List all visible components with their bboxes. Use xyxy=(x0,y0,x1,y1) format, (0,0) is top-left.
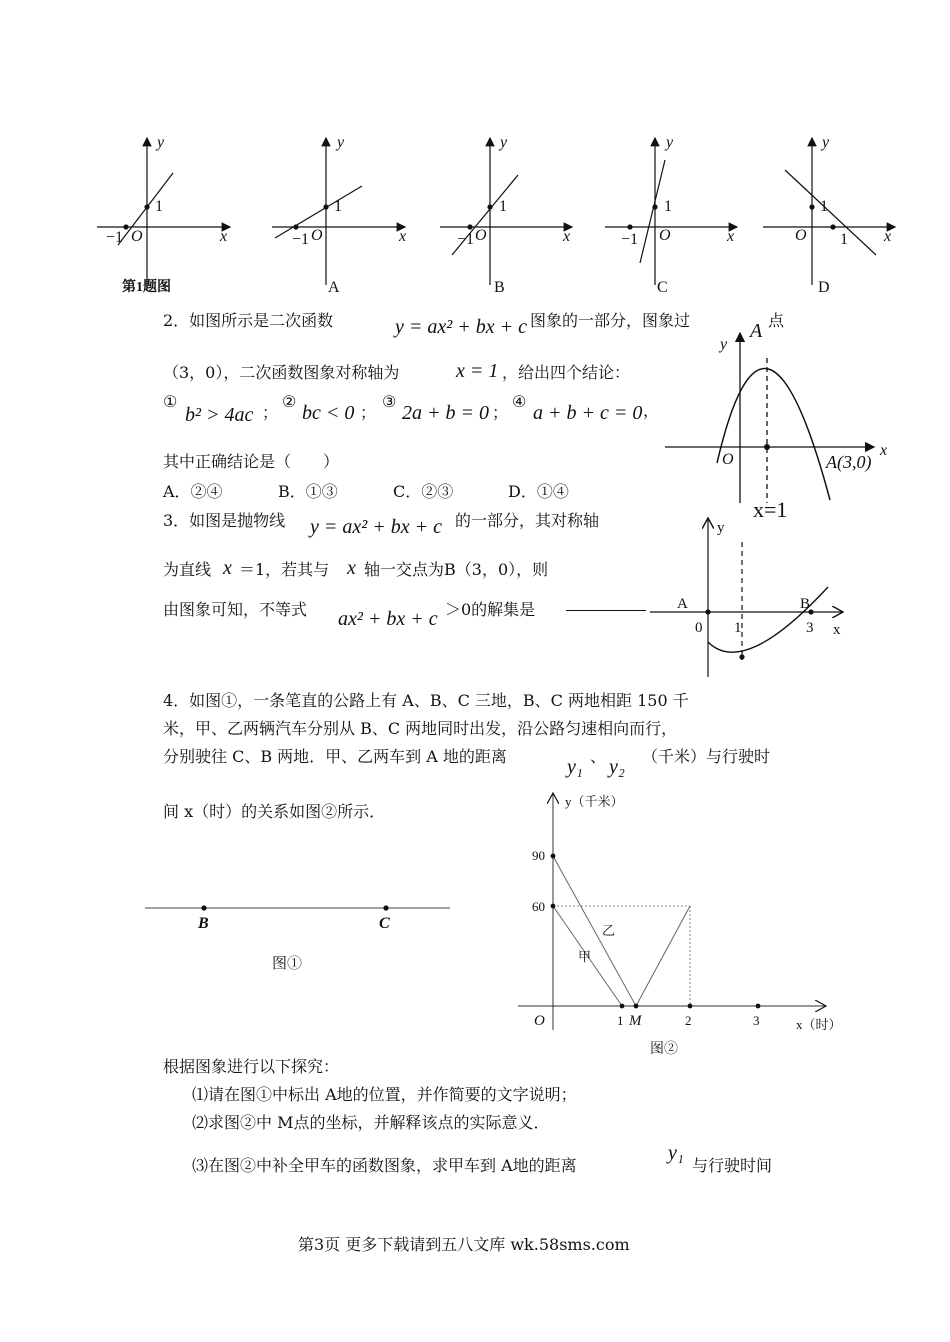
q4-sub-3-a: ⑶在图②中补全甲车的函数图象，求甲车到 A地的距离 xyxy=(192,1156,577,1175)
q3-graph-a: A xyxy=(677,596,688,612)
q3-line2-a: 为直线 xyxy=(163,560,212,579)
q2-axis-eq: x = 1 xyxy=(456,360,499,382)
label-b: B xyxy=(198,915,209,932)
point-c xyxy=(383,905,388,910)
a-x-label: x xyxy=(399,228,407,245)
q3-graph-zero: 0 xyxy=(695,620,703,636)
fig2-label-m: M xyxy=(629,1013,642,1029)
fig1-road-caption: 图① xyxy=(272,956,303,972)
q3-inequality: ax² + bx + c xyxy=(338,608,438,630)
q2-conclusion-3: 2a + b = 0 xyxy=(402,402,489,424)
fig2-xlabel: x（时） xyxy=(796,1017,842,1032)
fig2-ylabel: y（千米） xyxy=(565,794,624,809)
q4-sub-3-b: 与行驶时间 xyxy=(692,1156,773,1175)
q2-graph-origin: O xyxy=(722,451,734,468)
d-one-label: 1 xyxy=(820,198,828,215)
q3-line3-b: ＞0的解集是 xyxy=(445,600,536,619)
pt-90 xyxy=(551,854,556,859)
q2-graph-y: y xyxy=(720,336,728,353)
q3-point-a xyxy=(705,609,710,614)
fig2-tick-1: 1 xyxy=(617,1013,624,1028)
fig1-x-label: x xyxy=(220,228,228,245)
a-one-label: 1 xyxy=(334,198,342,215)
q3-line3-a: 由图象可知，不等式 xyxy=(163,600,308,619)
b-neg-one-label: −1 xyxy=(457,231,475,248)
fig2-tick-2: 2 xyxy=(685,1013,692,1028)
fig2-label-yi: 乙 xyxy=(602,923,616,938)
q4-y2: y₂ xyxy=(609,756,625,778)
q2-line1-a: 2．如图所示是二次函数 xyxy=(163,311,334,330)
fig1-graph-d xyxy=(763,138,895,285)
q4-dun: 、 xyxy=(590,747,607,766)
option-c-label: C xyxy=(657,279,668,296)
q3-x-2: x xyxy=(347,557,356,579)
b-y-label: y xyxy=(500,134,508,151)
q2-graph-x: x xyxy=(880,442,888,459)
a-y-label: y xyxy=(337,134,345,151)
q3-answer-blank[interactable] xyxy=(566,610,646,611)
fig1-y-label: y xyxy=(157,134,165,151)
a-origin: O xyxy=(311,227,323,244)
q2-line1-c: 点 xyxy=(768,311,785,330)
q3-line1-a: 3．如图是抛物线 xyxy=(163,511,286,530)
d-one-x-label: 1 xyxy=(840,231,848,248)
q4-fig2 xyxy=(510,785,870,1060)
q2-c1-num: ① xyxy=(163,392,178,411)
q2-graph xyxy=(660,325,900,520)
option-d-label: D xyxy=(818,279,830,296)
page-footer: 第3页 更多下载请到五八文库 wk.58sms.com xyxy=(298,1235,630,1254)
q4-line3-b: （千米）与行驶时 xyxy=(642,747,771,766)
label-c: C xyxy=(379,915,390,932)
q4-explore: 根据图象进行以下探究： xyxy=(163,1057,340,1076)
fig2-caption: 图② xyxy=(650,1042,678,1057)
q4-y1: y₁ xyxy=(567,756,583,778)
q3-x-1: x xyxy=(223,557,232,579)
q2-conclusion-1: b² > 4ac xyxy=(185,404,254,426)
c-origin: O xyxy=(659,227,671,244)
q2-sep-3: ； xyxy=(492,403,509,422)
q4-sub-2: ⑵求图②中 M点的坐标，并解释该点的实际意义． xyxy=(192,1113,550,1132)
q2-sep-4: ， xyxy=(643,401,660,420)
q3-line2-b: ＝1，若其与 xyxy=(239,560,330,579)
q3-graph-b: B xyxy=(800,596,811,612)
q2-graph-axis-label: x=1 xyxy=(753,497,788,520)
q2-formula: y = ax² + bx + c xyxy=(395,316,527,338)
option-a-label: A xyxy=(328,279,340,296)
pt-m xyxy=(634,1004,639,1009)
fig1-neg-one-label: −1 xyxy=(106,229,124,246)
q3-line1-b: 的一部分，其对称轴 xyxy=(455,511,600,530)
fig2-tick-90: 90 xyxy=(532,848,545,863)
b-one-label: 1 xyxy=(499,198,507,215)
pt-x1 xyxy=(620,1004,625,1009)
q4-line3-a: 分别驶往 C、B 两地．甲、乙两车到 A 地的距离 xyxy=(163,747,507,766)
fig2-tick-3: 3 xyxy=(753,1013,760,1028)
q2-c4-num: ④ xyxy=(512,392,527,411)
b-x-label: x xyxy=(563,228,571,245)
fig2-origin: O xyxy=(534,1013,545,1029)
c-one-label: 1 xyxy=(664,198,672,215)
q4-fig1 xyxy=(140,890,460,980)
q2-conclusion-2: bc < 0 xyxy=(302,402,355,424)
q3-line2-c: 轴一交点为B（3，0），则 xyxy=(364,560,549,579)
fig1-origin: O xyxy=(131,228,143,245)
q2-line2-b: ，给出四个结论： xyxy=(502,363,631,382)
q2-option-a: A．②④ xyxy=(163,482,223,501)
c-y-label: y xyxy=(666,134,674,151)
fig1-graph-main xyxy=(97,138,230,285)
pt-60 xyxy=(551,904,556,909)
q2-graph-point: A(3,0) xyxy=(826,452,872,472)
fig1-graphs xyxy=(0,120,950,305)
d-y-label: y xyxy=(822,134,830,151)
q2-line1-b: 图象的一部分，图象过 xyxy=(530,311,691,330)
point-b xyxy=(201,905,206,910)
fig1-one-label: 1 xyxy=(155,198,163,215)
q3-graph-three: 3 xyxy=(806,620,814,636)
pt-x3 xyxy=(756,1004,761,1009)
c-x-label: x xyxy=(727,228,735,245)
fig2-label-jia: 甲 xyxy=(578,949,592,964)
q4-sub-1: ⑴请在图①中标出 A地的位置，并作简要的文字说明； xyxy=(192,1085,577,1104)
q2-c2-num: ② xyxy=(282,392,297,411)
q2-option-c: C．②③ xyxy=(393,482,454,501)
q4-line1: 4．如图①，一条笔直的公路上有 A、B、C 三地，B、C 两地相距 150 千 xyxy=(163,691,689,710)
q2-option-b: B．①③ xyxy=(278,482,338,501)
line-yi-down xyxy=(553,856,636,1006)
q2-line4: 其中正确结论是（ ） xyxy=(163,452,340,471)
d-origin: O xyxy=(795,227,807,244)
q3-formula: y = ax² + bx + c xyxy=(310,516,442,538)
q4-line4: 间 x（时）的关系如图②所示． xyxy=(163,802,386,821)
q2-conclusion-4: a + b + c = 0 xyxy=(533,402,643,424)
option-b-label: B xyxy=(494,279,505,296)
q4-line2: 米，甲、乙两辆汽车分别从 B、C 两地同时出发，沿公路匀速相向而行， xyxy=(163,719,678,738)
q3-graph xyxy=(648,512,858,680)
q3-vertex xyxy=(739,654,744,659)
fig1-caption: 第1题图 xyxy=(122,280,171,295)
q3-graph-x: x xyxy=(833,622,841,638)
q2-point-a: A xyxy=(750,320,763,342)
line-yi-up xyxy=(636,906,690,1006)
b-origin: O xyxy=(475,227,487,244)
q4-sub-3-y1: y₁ xyxy=(668,1142,684,1164)
fig2-tick-60: 60 xyxy=(532,899,545,914)
pt-x2 xyxy=(688,1004,693,1009)
q2-option-d: D．①④ xyxy=(508,482,569,501)
q2-c3-num: ③ xyxy=(382,392,397,411)
q2-parabola xyxy=(717,368,830,500)
q2-sep-2: ； xyxy=(360,403,377,422)
q3-graph-y: y xyxy=(717,520,725,536)
q2-line2-a: （3，0），二次函数图象对称轴为 xyxy=(163,363,400,382)
c-neg-one-label: −1 xyxy=(621,231,639,248)
d-x-label: x xyxy=(884,228,892,245)
q2-sep-1: ； xyxy=(262,403,279,422)
q3-graph-one: 1 xyxy=(734,620,742,636)
q2-axis-point xyxy=(764,444,770,450)
a-neg-one-label: −1 xyxy=(292,231,310,248)
